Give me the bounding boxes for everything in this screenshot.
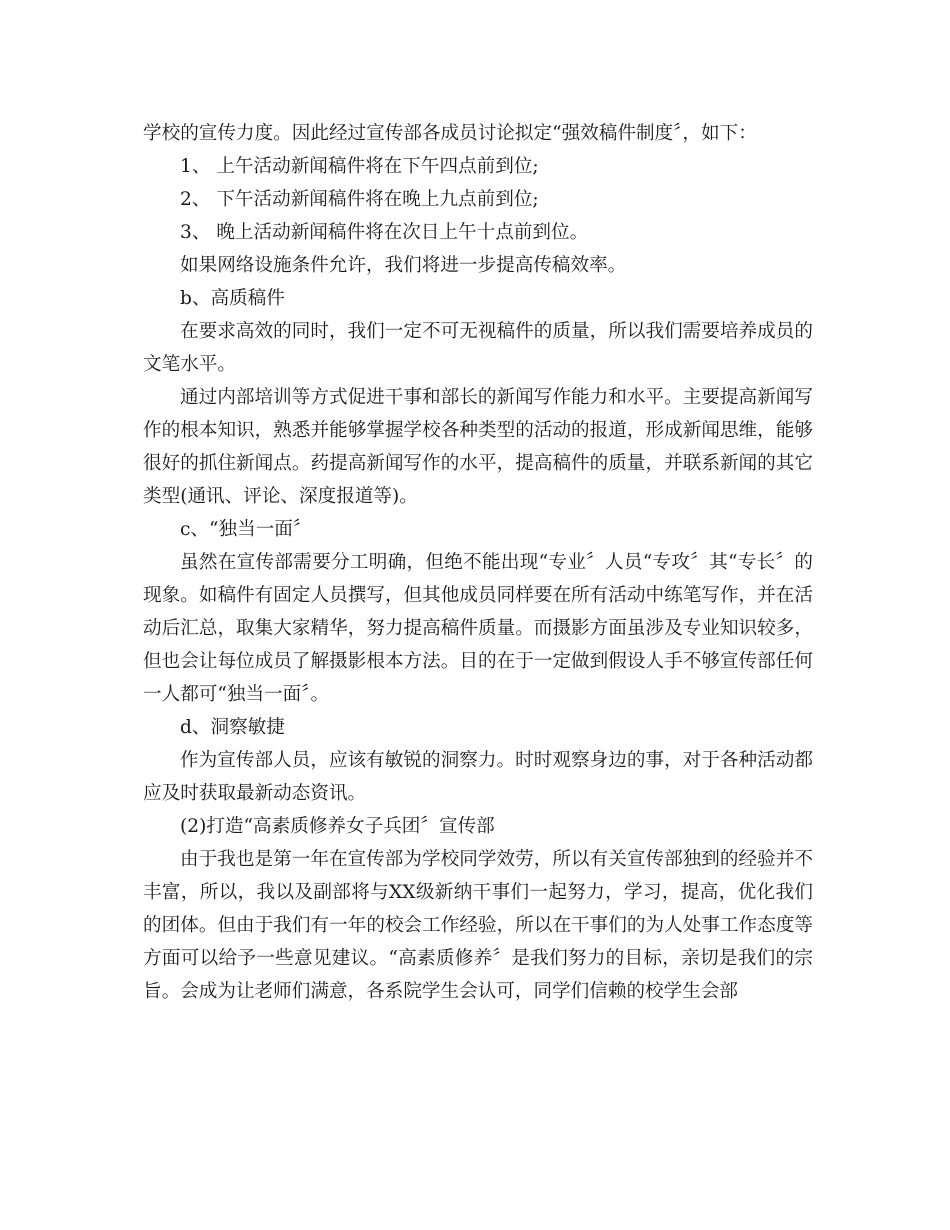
paragraph-network: 如果网络设施条件允许，我们将进一步提高传稿效率。 xyxy=(180,255,627,276)
paragraph-intro-continuation: 学校的宣传力度。因此经过宣传部各成员讨论拟定“强效稿件制度〞，如下： xyxy=(143,123,757,144)
paragraph-independence: 虽然在宣传部需要分工明确，但绝不能出现“专业〞人员“专攻〞其“专长〞的现象。如稿件有固定人员撰写，但其他成员同样要在所有活动中练笔写作，并在活动后汇总，取集大家精华，努力提高稿件质量。而摄影方面虽涉及专业知识较多，但也会让每位成员了解摄影根本方法。目的在于一定做到假设人手不够宣传部任何一人都可“独当一面〞。 xyxy=(143,552,813,705)
section-heading-b: b、高质稿件 xyxy=(180,288,285,309)
list-item-evening: 3、 晚上活动新闻稿件将在次日上午十点前到位。 xyxy=(180,222,589,243)
paragraph-insight: 作为宣传部人员，应该有敏锐的洞察力。时时观察身边的事，对于各种活动都应及时获取最新动态资讯。 xyxy=(143,750,813,804)
section-heading-d: d、洞察敏捷 xyxy=(180,717,285,738)
section-heading-2: (2)打造“高素质修养女子兵团〞宣传部 xyxy=(180,816,495,837)
paragraph-quality: 在要求高效的同时，我们一定不可无视稿件的质量，所以我们需要培养成员的文笔水平。 xyxy=(143,321,813,375)
list-item-afternoon: 2、 下午活动新闻稿件将在晚上九点前到位; xyxy=(180,189,539,210)
paragraph-team: 由于我也是第一年在宣传部为学校同学效劳，所以有关宣传部独到的经验并不丰富，所以，我以及副部将与XX级新纳干事们一起努力，学习，提高，优化我们的团体。但由于我们有一年的校会工作经验，所以在干事们的为人处事工作态度等方面可以给予一些意见建议。“高素质修养〞是我们努力的目标，亲切是我们的宗旨。会成为让老师们满意，各系院学生会认可，同学们信赖的校学生会部 xyxy=(143,849,813,1002)
paragraph-training: 通过内部培训等方式促进干事和部长的新闻写作能力和水平。主要提高新闻写作的根本知识，熟悉并能够掌握学校各种类型的活动的报道，形成新闻思维，能够很好的抓住新闻点。药提高新闻写作的水平，提高稿件的质量，并联系新闻的其它类型(通讯、评论、深度报道等)。 xyxy=(143,387,813,507)
section-heading-c: c、“独当一面〞 xyxy=(180,519,312,540)
document-body xyxy=(143,117,813,1008)
list-item-morning: 1、 上午活动新闻稿件将在下午四点前到位; xyxy=(180,156,539,177)
